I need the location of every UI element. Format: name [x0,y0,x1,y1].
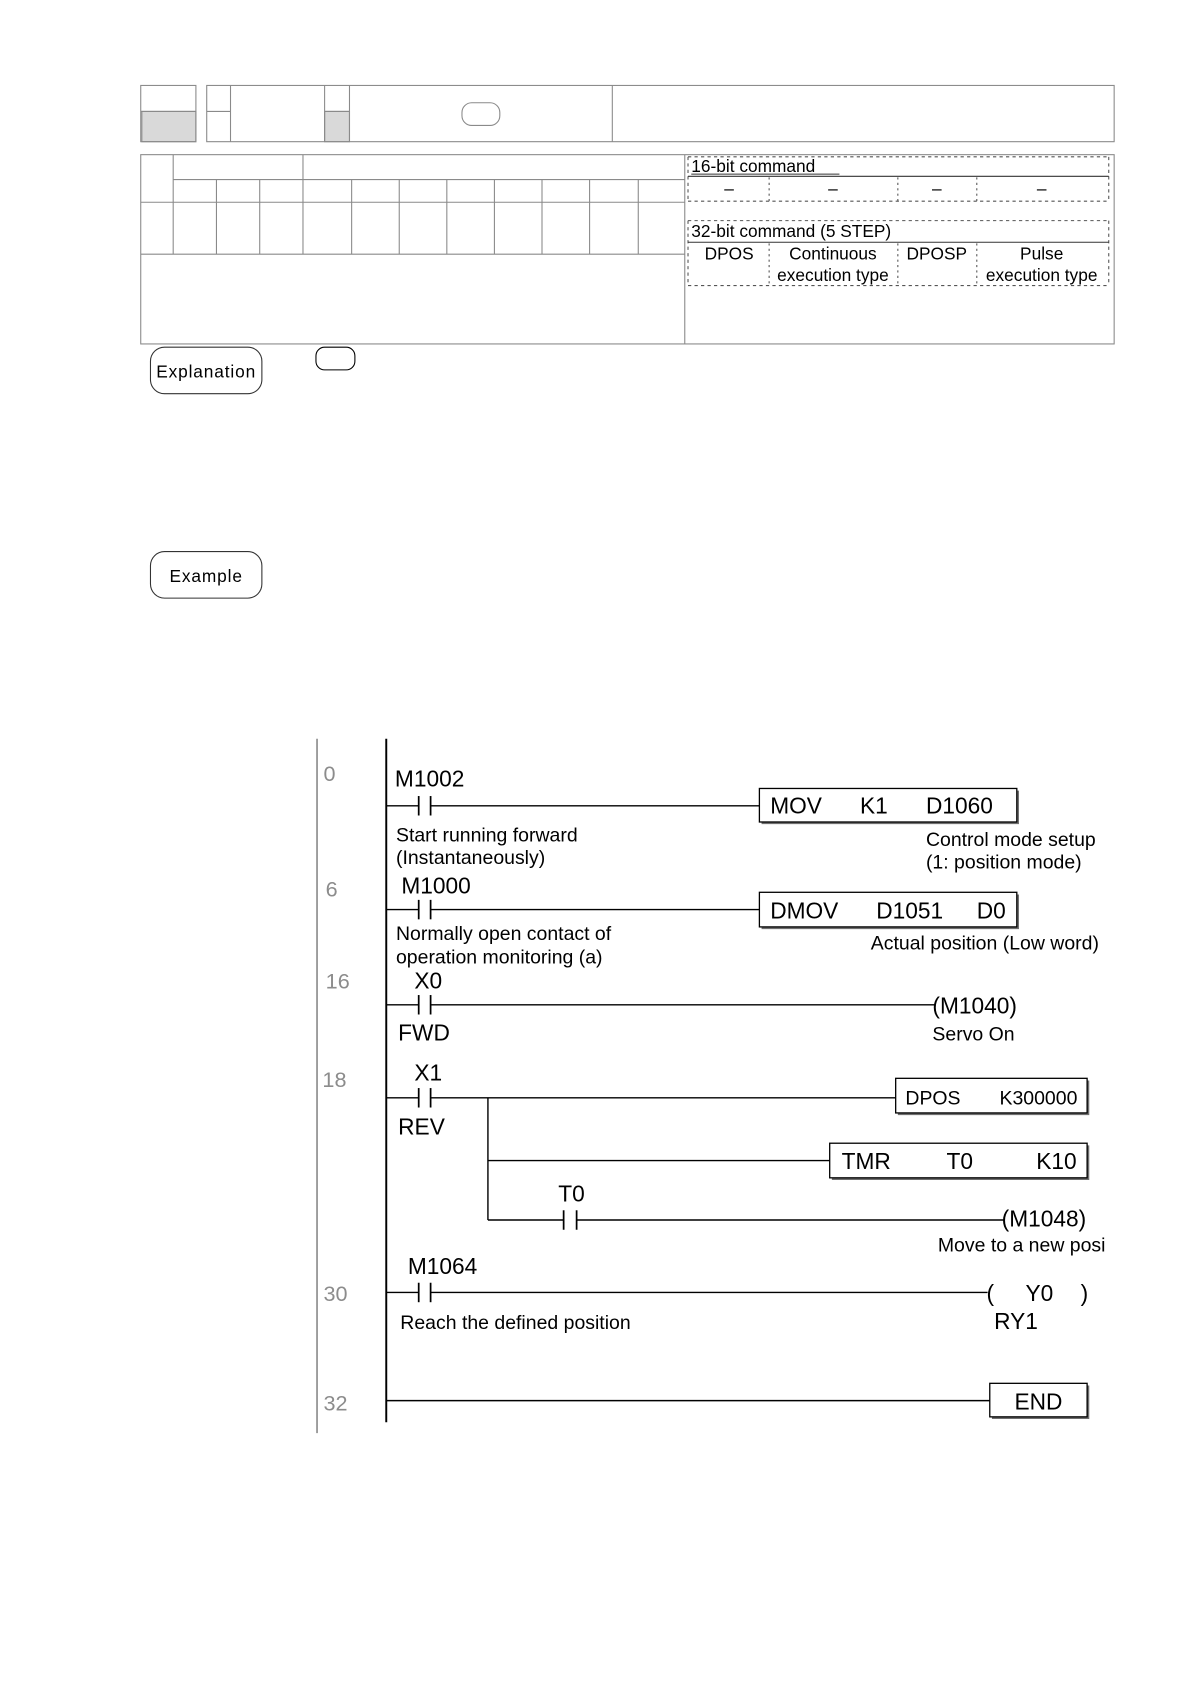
normally-open-contact [564,1210,577,1229]
contact-label: M1002 [394,765,465,792]
contact-comment: (Instantaneously) [395,847,546,870]
step-number: 30 [323,1281,348,1307]
step-number: 6 [325,876,338,902]
command-16bit-block [688,156,1109,201]
example-label-text: Example [169,565,243,586]
coil-close-paren: ) [1080,1280,1089,1307]
instruction-operand: D1060 [925,792,993,819]
rung-32 [386,1383,1088,1418]
output-coil: Y0 [1025,1280,1054,1307]
command-16bit-cell: – [724,178,734,199]
end-instruction: END [1014,1388,1063,1415]
step-number: 32 [323,1390,348,1416]
contact-label: X0 [414,967,443,994]
coil-comment: Servo On [932,1023,1015,1046]
instruction-comment: Control mode setup [925,828,1096,851]
step-number: 18 [322,1066,347,1092]
instruction-operand: K300000 [999,1087,1078,1110]
command-16bit-cell: – [1036,178,1047,199]
contact-alias: REV [398,1113,445,1140]
rung-18 [386,1059,1105,1256]
command-32bit-block [688,221,1109,286]
instruction-operand: K1 [859,792,888,819]
contact-label: X1 [414,1059,443,1086]
header-table [141,85,1114,141]
contact-label: M1000 [401,872,471,899]
header-cell-shaded [142,111,196,141]
instruction-operand: D1051 [876,897,944,924]
rung-6 [386,872,1099,968]
command-16bit-cell: – [931,178,942,199]
command-32bit-cell: execution type [777,265,889,286]
normally-open-contact [419,995,431,1014]
step-number: 16 [325,968,350,994]
instruction-operand: D0 [976,897,1006,924]
contact-comment: operation monitoring (a) [395,946,603,969]
explanation-label-text: Explanation [156,361,257,382]
explanation-label [150,347,261,394]
timer-operand: K10 [1036,1148,1077,1175]
output-coil: (M1040) [932,992,1017,1019]
contact-alias: FWD [398,1019,450,1046]
contact-label: M1064 [407,1253,478,1280]
inline-rounded-tag [316,347,355,370]
coil-comment: Move to a new posi [937,1234,1106,1257]
rung-30 [386,1253,1088,1334]
header-cell-shaded [325,111,350,141]
instruction-opcode: DPOS [905,1087,961,1110]
operand-table-border [141,155,1114,344]
normally-open-contact [419,900,431,919]
normally-open-contact [419,1283,431,1302]
command-32bit-cell: DPOS [704,243,754,264]
rung-0 [386,765,1095,873]
command-16bit-title: 16-bit command [691,155,816,176]
instruction-opcode: DMOV [770,897,839,924]
command-32bit-title: 32-bit command (5 STEP) [691,220,892,241]
coil-alias: RY1 [994,1308,1038,1335]
instruction-opcode: MOV [770,792,822,819]
timer-operand: T0 [946,1148,974,1175]
contact-comment: Normally open contact of [395,922,612,945]
command-32bit-cell: execution type [985,265,1098,286]
operand-table [141,155,1114,344]
normally-open-contact [419,796,431,815]
normally-open-contact [419,1088,431,1107]
contact-comment: Reach the defined position [400,1312,631,1335]
contact-comment: Start running forward [395,824,578,847]
instruction-comment: Actual position (Low word) [870,932,1099,955]
command-16bit-cell: – [828,178,838,199]
branch-contact-label: T0 [558,1180,585,1207]
header-rounded-tag [462,103,500,126]
command-32bit-cell: Pulse [1020,243,1064,264]
example-label [150,552,261,599]
rung-16 [386,968,1017,1046]
command-32bit-cell: DPOSP [906,243,968,264]
output-coil: (M1048) [1001,1205,1087,1232]
timer-opcode: TMR [841,1148,891,1175]
ladder-diagram [317,739,1105,1433]
instruction-comment: (1: position mode) [925,851,1082,874]
command-32bit-cell: Continuous [789,243,877,264]
coil-open-paren: ( [986,1280,995,1307]
step-number: 0 [323,760,336,786]
